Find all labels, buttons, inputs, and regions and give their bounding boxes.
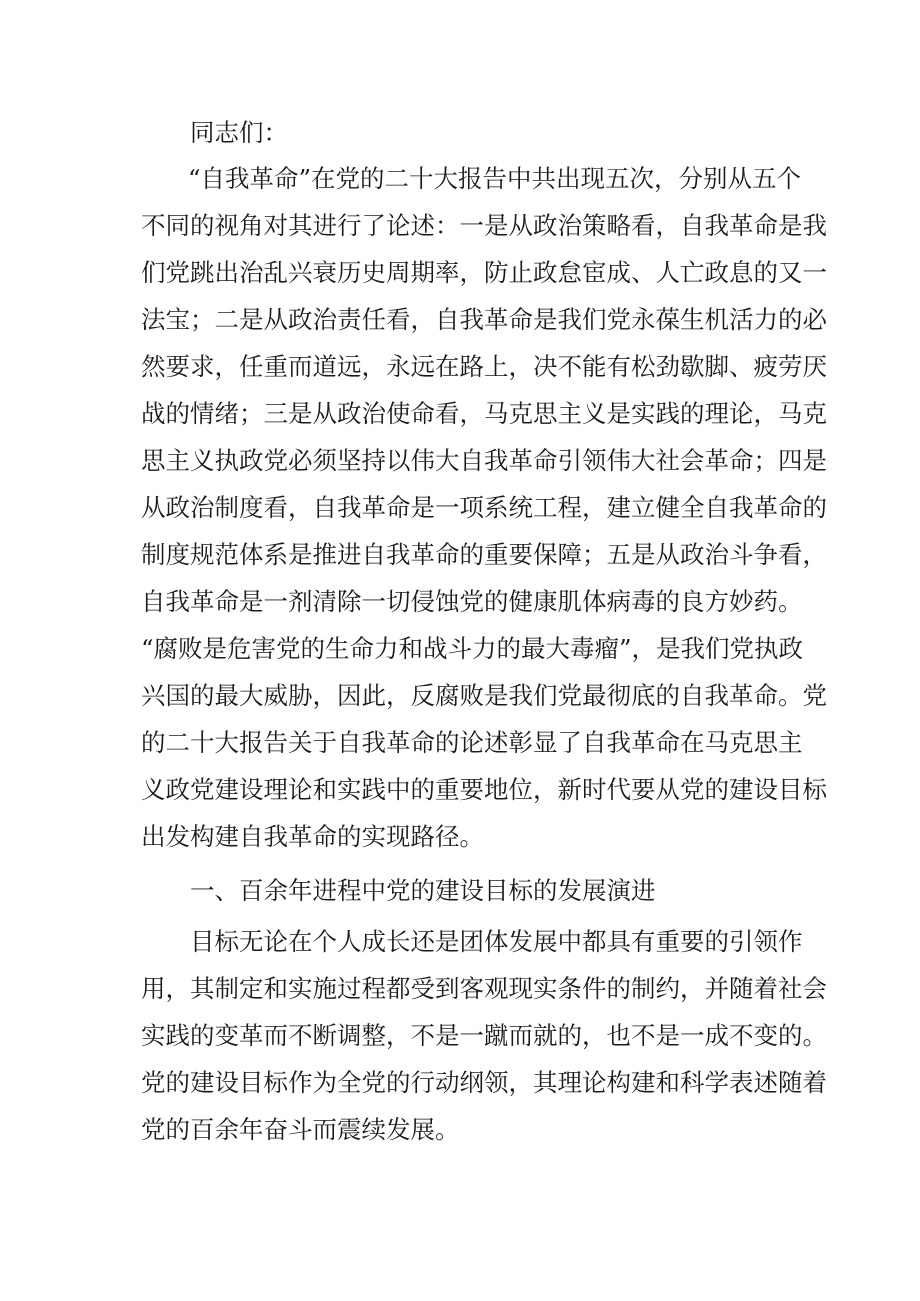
paragraph-line: 党的建设目标作为全党的行动纲领，其理论构建和科学表述随着 (141, 1068, 827, 1097)
paragraph-line: 自我革命是一剂清除一切侵蚀党的健康肌体病毒的良方妙药。 (141, 587, 803, 616)
paragraph-line: 们党跳出治乱兴衰历史周期率，防止政怠宦成、人亡政息的又一 (141, 258, 827, 287)
paragraph-line: 实践的变革而不断调整，不是一蹴而就的，也不是一成不变的。 (141, 1021, 827, 1050)
paragraph-line: 从政治制度看，自我革命是一项系统工程，建立健全自我革命的 (141, 493, 827, 522)
greeting: 同志们： (190, 118, 288, 147)
paragraph-line: 思主义执政党必须坚持以伟大自我革命引领伟大社会革命；四是 (141, 446, 827, 475)
paragraph-line: 制度规范体系是推进自我革命的重要保障；五是从政治斗争看， (141, 540, 827, 569)
paragraph-line: 用，其制定和实施过程都受到客观现实条件的制约，并随着社会 (141, 974, 827, 1003)
paragraph-line: 然要求，任重而道远，永远在路上，决不能有松劲歇脚、疲劳厌 (141, 352, 827, 381)
paragraph-line: 兴国的最大威胁，因此，反腐败是我们党最彻底的自我革命。党 (141, 681, 827, 710)
paragraph-line: 党的百余年奋斗而震续发展。 (141, 1115, 460, 1144)
paragraph-line: 出发构建自我革命的实现路径。 (141, 822, 484, 851)
paragraph-line: 目标无论在个人成长还是团体发展中都具有重要的引领作 (190, 927, 803, 956)
paragraph-line: 法宝；二是从政治责任看，自我革命是我们党永葆生机活力的必 (141, 305, 827, 334)
paragraph-line: 战的情绪；三是从政治使命看，马克思主义是实践的理论，马克 (141, 399, 827, 428)
paragraph-line: 的二十大报告关于自我革命的论述彰显了自我革命在马克思主 (141, 728, 803, 757)
paragraph-line: “腐败是危害党的生命力和战斗力的最大毒瘤”，是我们党执政 (141, 634, 804, 663)
paragraph-line: 义政党建设理论和实践中的重要地位，新时代要从党的建设目标 (141, 775, 827, 804)
section-heading: 一、百余年进程中党的建设目标的发展演进 (190, 876, 656, 905)
paragraph-line: 不同的视角对其进行了论述：一是从政治策略看，自我革命是我 (141, 211, 827, 240)
paragraph-line: “自我革命”在党的二十大报告中共出现五次，分别从五个 (188, 164, 802, 193)
